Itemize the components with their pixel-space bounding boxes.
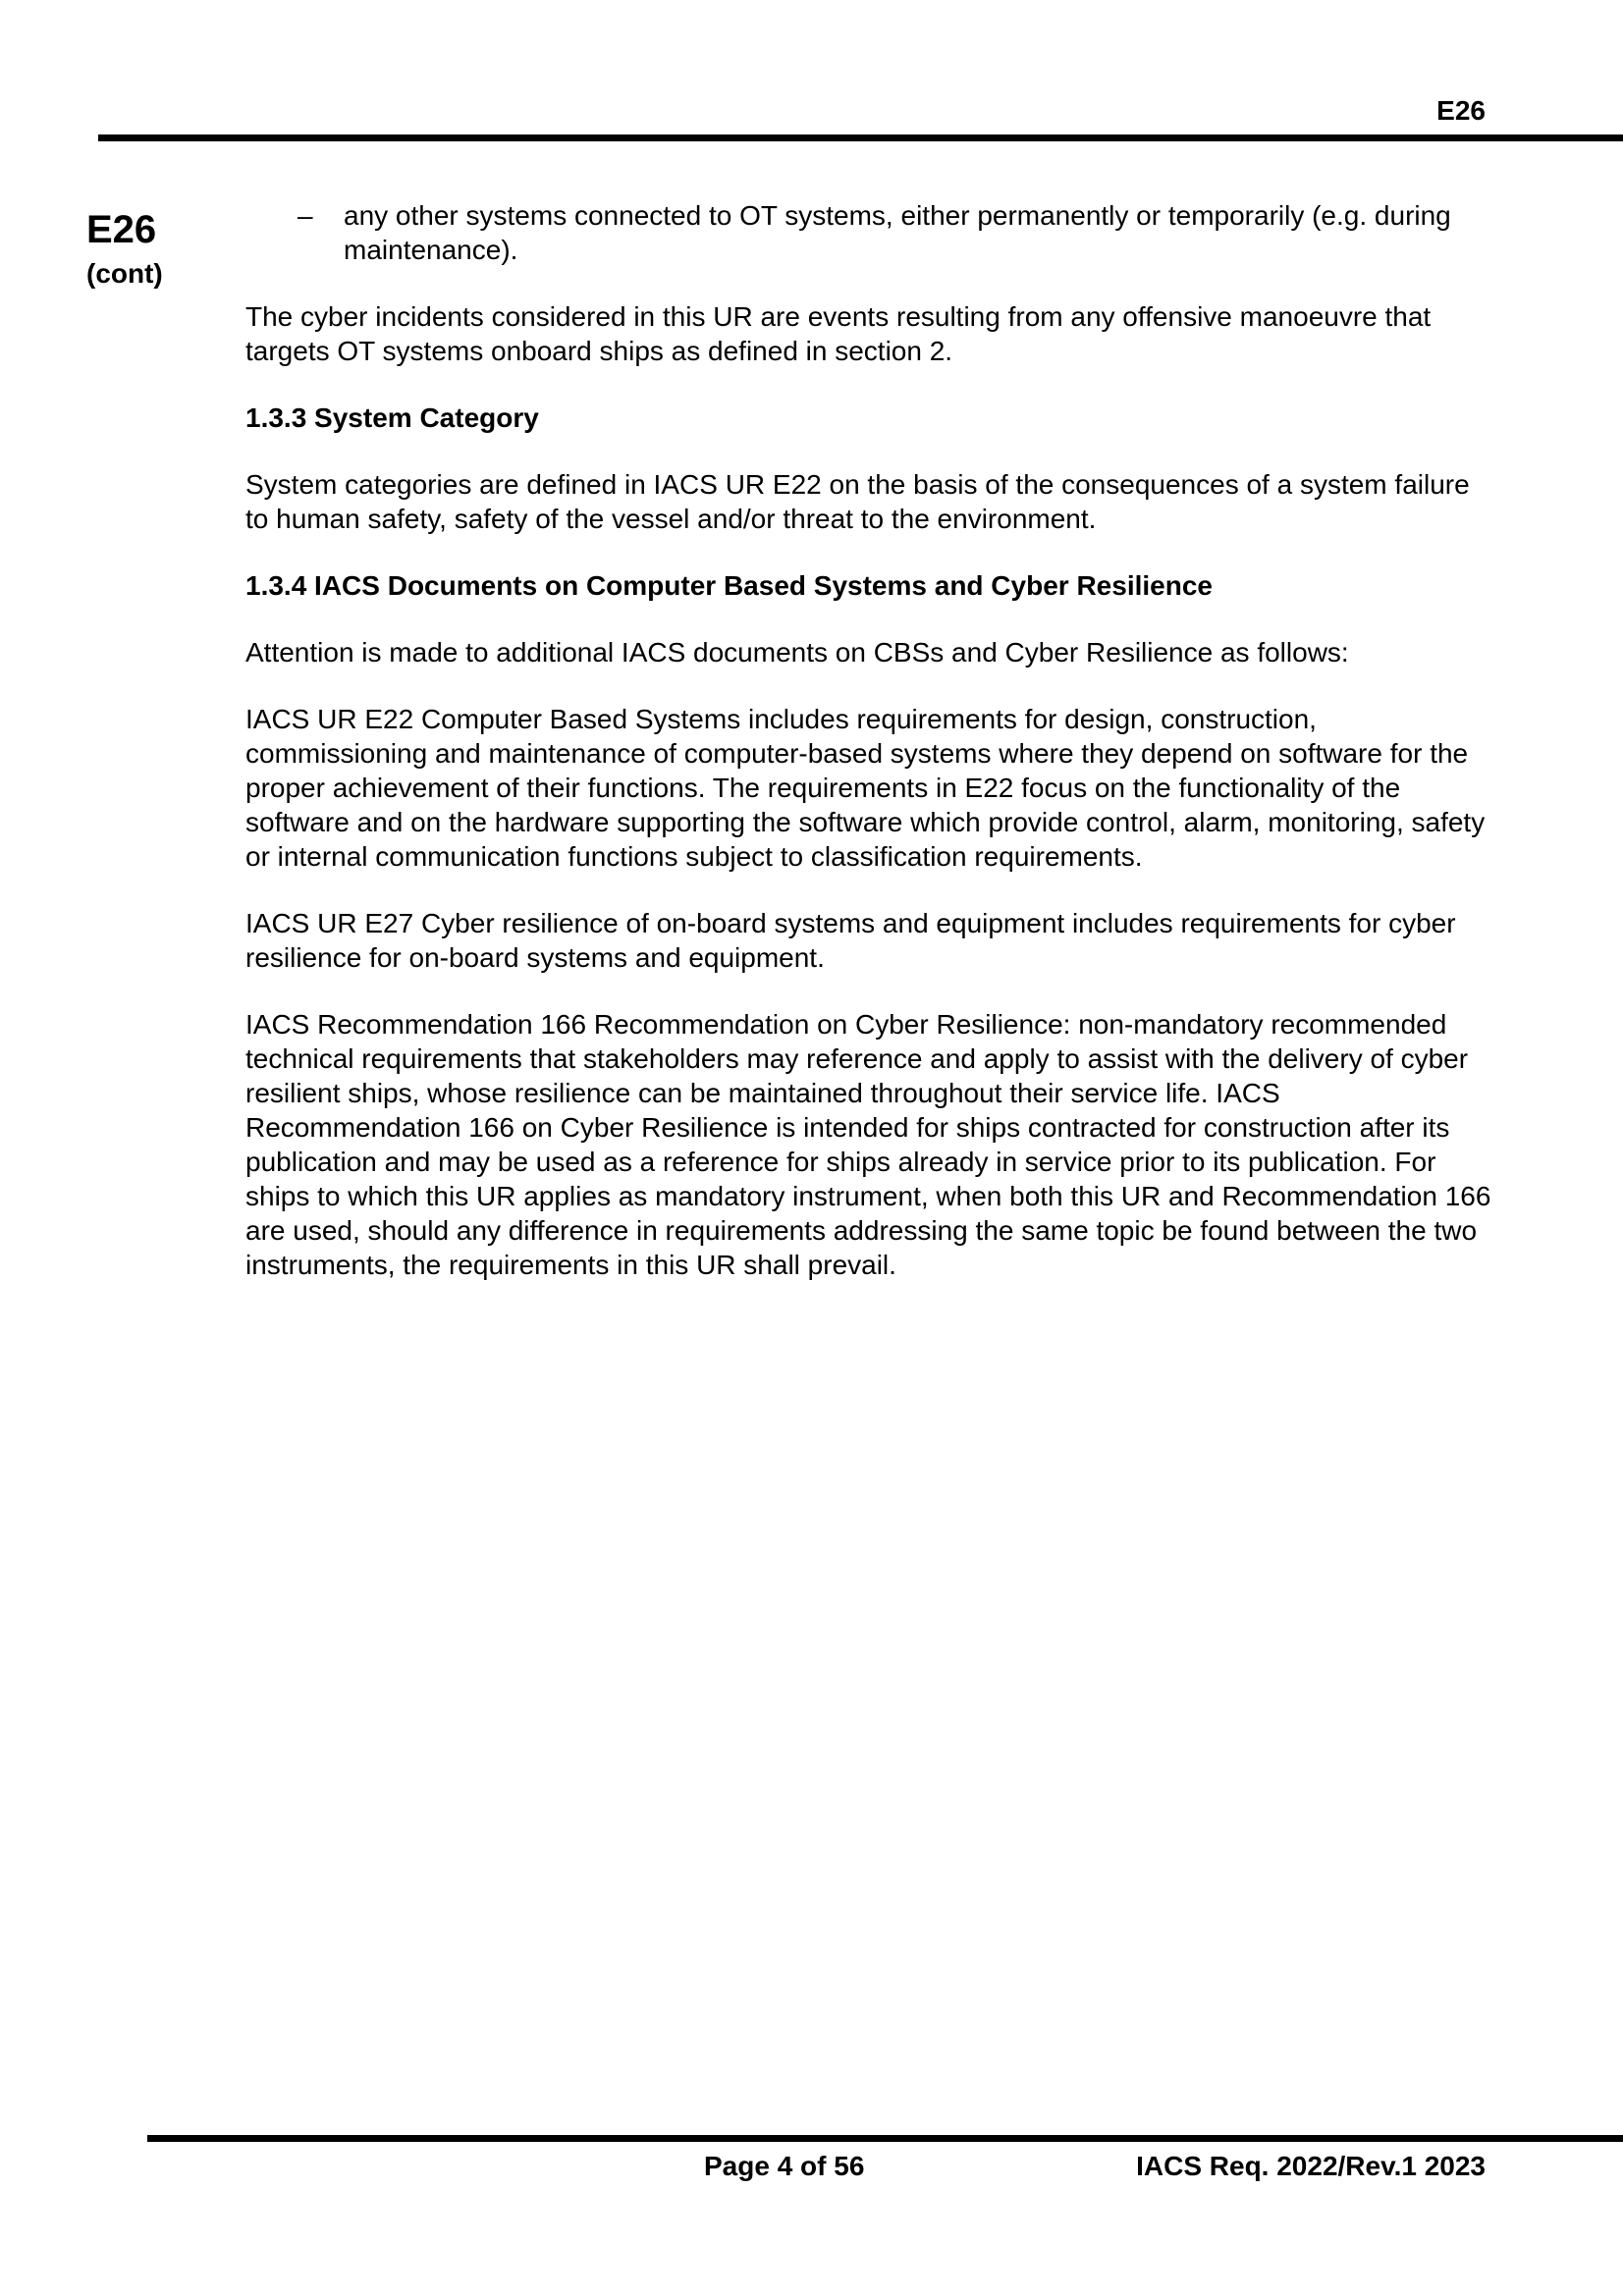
bullet-item xyxy=(245,198,1492,267)
footer-reference: IACS Req. 2022/Rev.1 2023 xyxy=(1136,2151,1486,2181)
bullet-dash: – xyxy=(298,200,313,231)
bullet-text: any other systems connected to OT systems, either permanently or temporarily (e.g. during maintenance). xyxy=(344,200,1451,265)
paragraph-system-categories: System categories are defined in IACS UR E22 on the basis of the consequences of a system failure to human safety, safety of the vessel and/or threat to the environment. xyxy=(245,469,1470,534)
paragraph-attention: Attention is made to additional IACS documents on CBSs and Cyber Resilience as follows: xyxy=(245,637,1349,667)
header-document-code: E26 xyxy=(1436,95,1486,126)
footer-page-number: Page 4 of 56 xyxy=(704,2151,865,2181)
paragraph-recommendation-166: IACS Recommendation 166 Recommendation on Cyber Resilience: non-mandatory recommended technical requirements that stakeholders may reference and apply to assist with the delivery of cyber resilient ships, whose resilience can be maintained throughout their service life. IACS Recommendation 166 on Cyber Resilience is intended for ships contracted for construction after its publication and may be used as a reference for ships already in service prior to its publication. For ships to which this UR applies as mandatory instrument, when both this UR and Recommendation 166 are used, should any difference in requirements addressing the same topic be found between the two instruments, the requirements in this UR shall prevail. xyxy=(245,1009,1491,1280)
paragraph-cyber-incidents: The cyber incidents considered in this UR are events resulting from any offensive manoeuvre that targets OT systems onboard ships as defined in section 2. xyxy=(245,301,1432,366)
paragraph-ur-e22: IACS UR E22 Computer Based Systems includes requirements for design, construction, commissioning and maintenance of computer-based systems where they depend on software for the proper achievement of their functions. The requirements in E22 focus on the functionality of the software and on the hardware supporting the software which provide control, alarm, monitoring, safety or internal communication functions subject to classification requirements. xyxy=(245,704,1486,872)
footer-rule xyxy=(147,2135,1623,2142)
header-rule xyxy=(98,134,1623,141)
page-body xyxy=(245,198,1492,1314)
margin-continued-label: (cont) xyxy=(86,258,163,289)
margin-document-code: E26 xyxy=(86,208,157,251)
paragraph-ur-e27: IACS UR E27 Cyber resilience of on-board systems and equipment includes requirements for cyber resilience for on-board systems and equipment. xyxy=(245,908,1456,973)
section-heading-system-category: 1.3.3 System Category xyxy=(245,402,539,433)
section-heading-iacs-documents: 1.3.4 IACS Documents on Computer Based Systems and Cyber Resilience xyxy=(245,570,1213,601)
